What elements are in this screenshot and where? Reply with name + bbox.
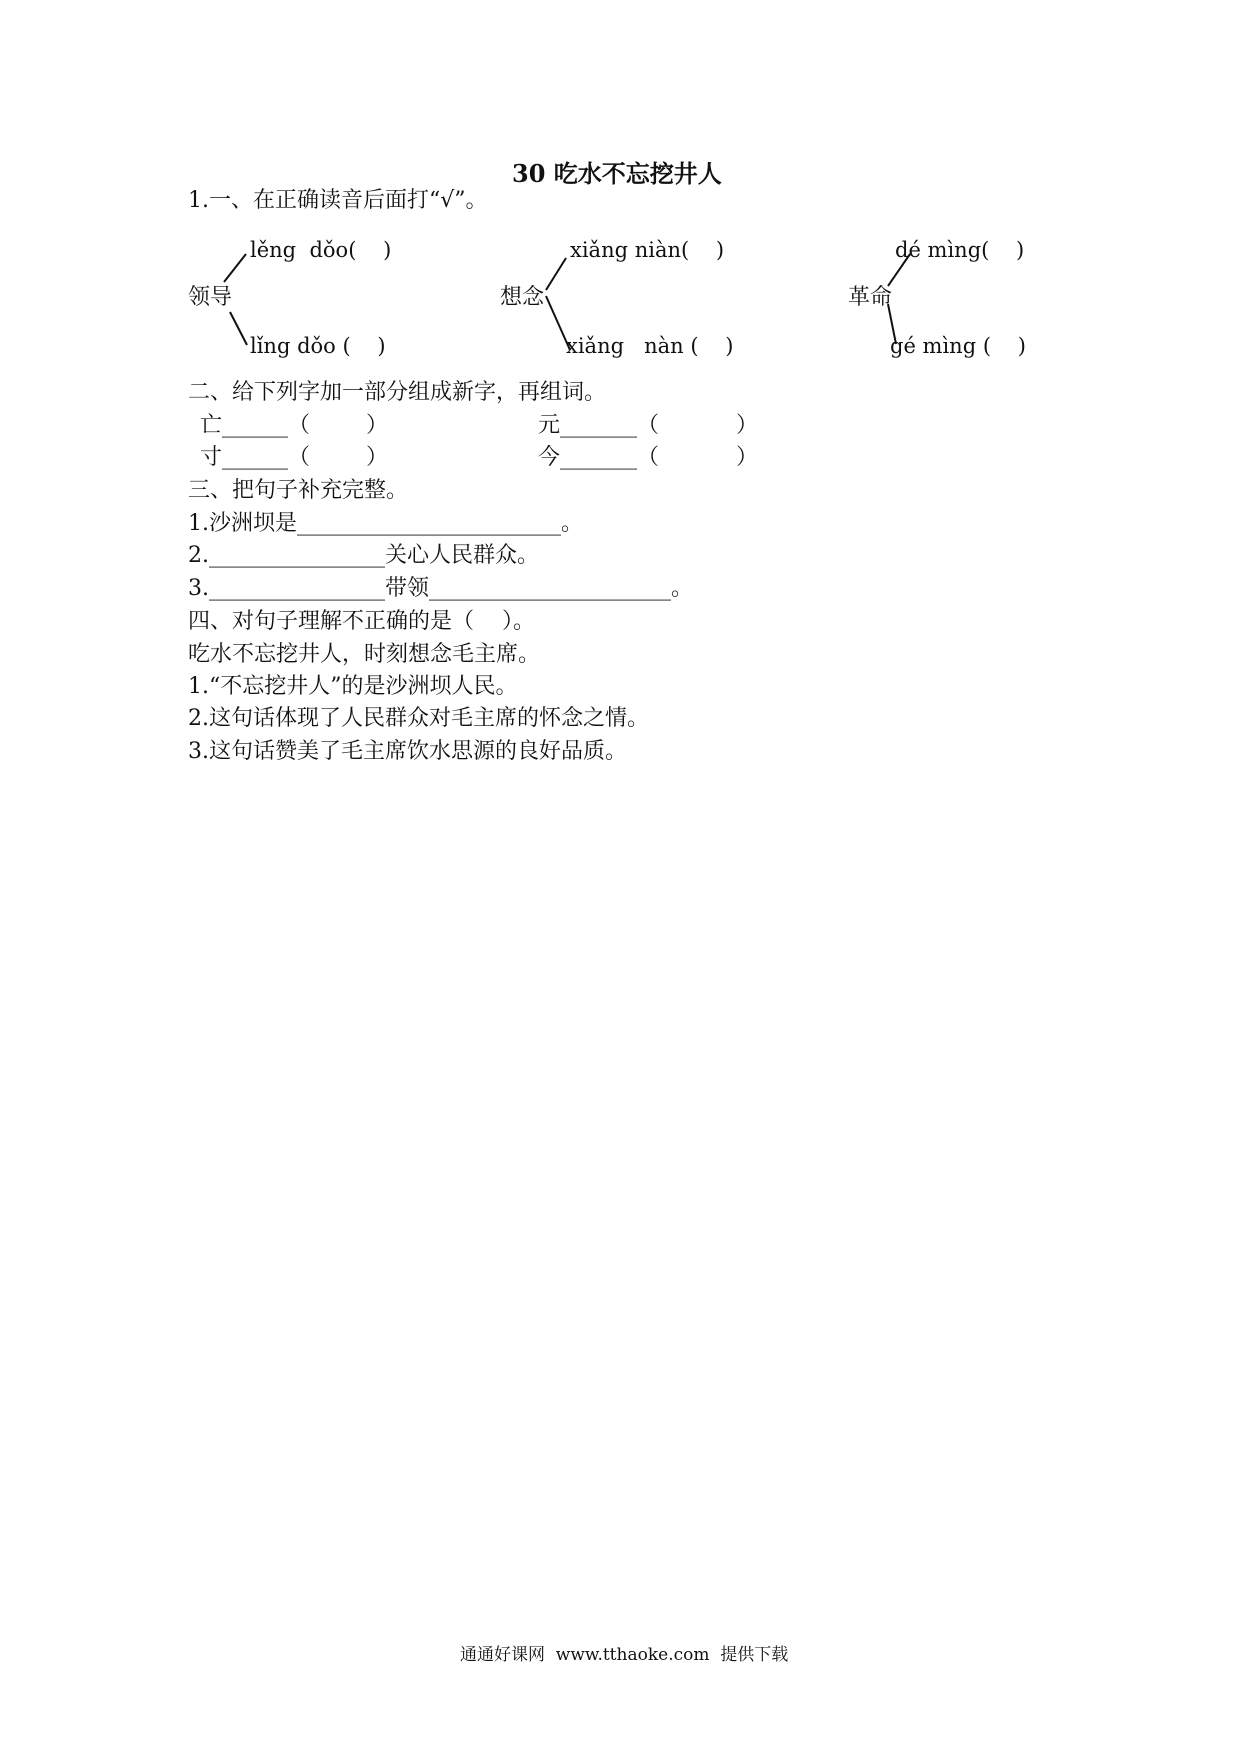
q3-line2: 2.________________关心人民群众。	[188, 543, 539, 568]
q2-blank3: ______（ ）	[222, 445, 388, 470]
q2-char3: 寸	[200, 445, 223, 470]
q1-word3: 革命	[848, 285, 893, 310]
q4-option3: 3.这句话赞美了毛主席饮水思源的良好品质。	[188, 739, 627, 764]
q1-word2: 想念	[500, 285, 545, 310]
q4-heading: 四、对句子理解不正确的是（ ）。	[188, 609, 535, 634]
q2-blank1: ______（ ）	[222, 413, 388, 438]
q4-option2: 2.这句话体现了人民群众对毛主席的怀念之情。	[188, 706, 649, 731]
q3-line3: 3.________________带领______________________。	[188, 576, 693, 601]
q1-heading: 1.一、在正确读音后面打“√”。	[188, 188, 488, 213]
q2-item3	[200, 445, 388, 471]
q4-option1: 1.“不忘挖井人”的是沙洲坝人民。	[188, 674, 518, 699]
q1-word1: 领导	[188, 285, 233, 310]
q2-item1	[200, 413, 388, 439]
q2-char2: 元	[538, 413, 561, 438]
q2-item2	[538, 413, 758, 439]
q3-line1: 1.沙洲坝是________________________。	[188, 511, 583, 536]
q1-word1-bottom: lǐng dǒo ( )	[250, 334, 386, 358]
q1-word3-top: dé mìng( )	[895, 238, 1025, 262]
q2-blank2: _______（ ）	[560, 413, 758, 438]
q1-word2-bottom: xiǎng nàn ( )	[566, 334, 734, 358]
q1-word3-bottom: gé mìng ( )	[890, 334, 1026, 358]
q1-word1-top: lěng dǒo( )	[250, 238, 392, 262]
footer: 通通好课网 www.tthaoke.com 提供下载	[460, 1645, 789, 1665]
page-title: 30 吃水不忘挖井人	[512, 159, 722, 188]
q1-word2-top: xiǎng niàn( )	[570, 238, 725, 262]
q2-char1: 亡	[200, 413, 223, 438]
q2-item4	[538, 445, 758, 471]
q2-heading: 二、给下列字加一部分组成新字，再组词。	[188, 380, 607, 405]
q2-blank4: _______（ ）	[560, 445, 758, 470]
q4-sentence: 吃水不忘挖井人，时刻想念毛主席。	[188, 642, 541, 667]
q2-char4: 今	[538, 445, 561, 470]
q3-heading: 三、把句子补充完整。	[188, 478, 409, 503]
